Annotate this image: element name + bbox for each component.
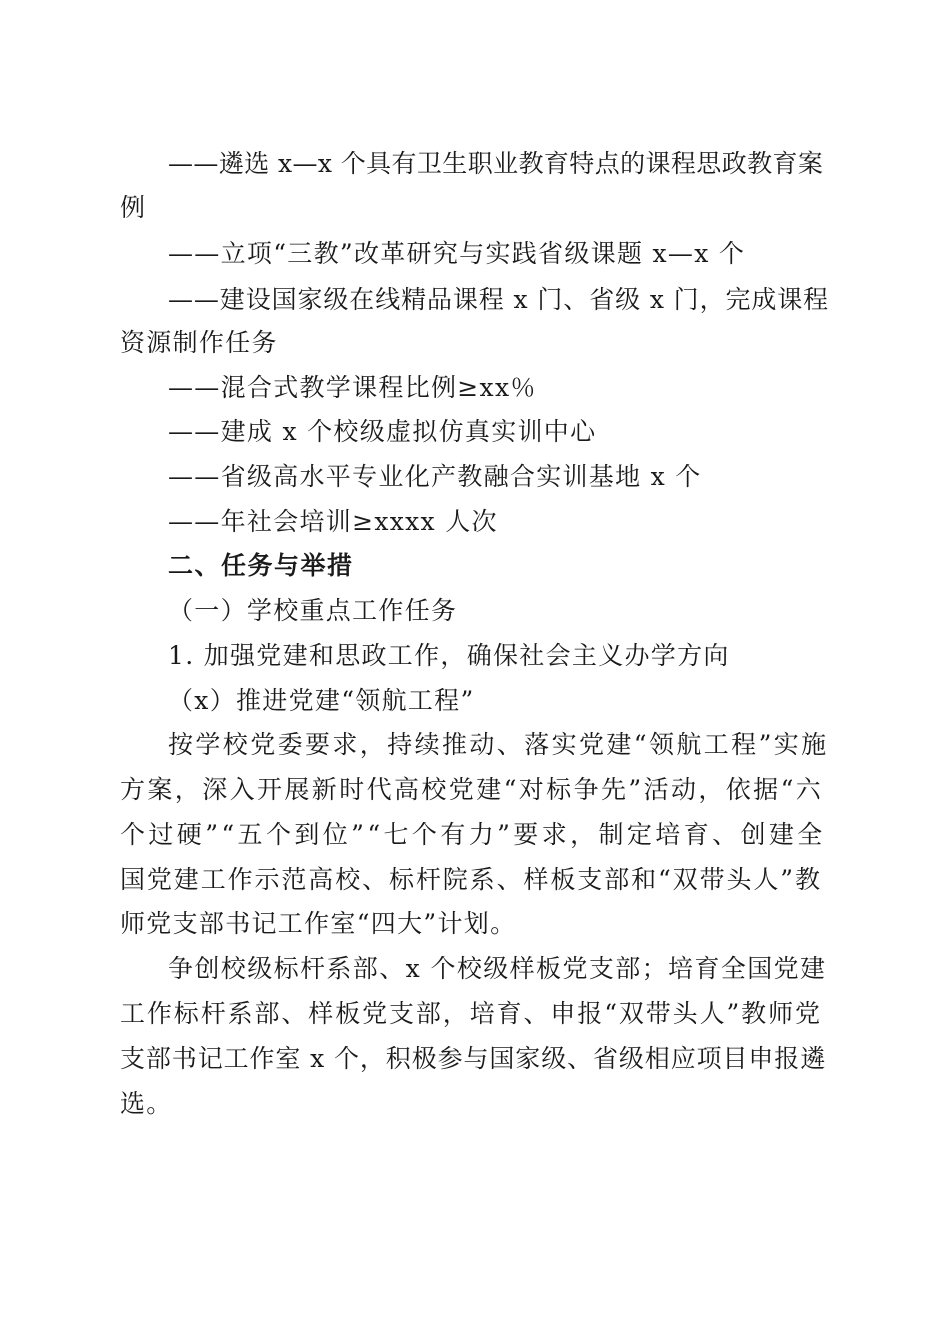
paragraph-2-line-4: 选。 xyxy=(120,1089,173,1118)
paragraph-2-line-2: 工作标杆系部、样板党支部，培育、申报“双带头人”教师党 xyxy=(120,999,822,1028)
target-line-course-cases: ——遴选 x—x 个具有卫生职业教育特点的课程思政教育案 xyxy=(168,149,824,178)
target-line-training-bases: ——省级高水平专业化产教融合实训基地 x 个 xyxy=(168,462,702,491)
subsection-heading: （一）学校重点工作任务 xyxy=(168,596,458,625)
paragraph-1-line-1: 按学校党委要求，持续推动、落实党建“领航工程”实施 xyxy=(168,730,829,759)
paragraph-1-line-5: 师党支部书记工作室“四大”计划。 xyxy=(120,909,517,938)
target-line-course-cases-cont: 例 xyxy=(120,193,147,222)
target-line-online-courses: ——建设国家级在线精品课程 x 门、省级 x 门，完成课程 xyxy=(168,285,830,314)
subitem-heading: （x）推进党建“领航工程” xyxy=(168,686,475,715)
target-line-virtual-centers: ——建成 x 个校级虚拟仿真实训中心 xyxy=(168,417,597,446)
target-line-blended-ratio: ——混合式教学课程比例≥xx％ xyxy=(168,373,537,402)
paragraph-1-line-4: 国党建工作示范高校、标杆院系、样板支部和“双带头人”教 xyxy=(120,865,822,894)
section-heading: 二、任务与举措 xyxy=(168,551,354,580)
paragraph-2-line-1: 争创校级标杆系部、x 个校级样板党支部；培育全国党建 xyxy=(168,954,827,983)
paragraph-2-line-3: 支部书记工作室 x 个，积极参与国家级、省级相应项目申报遴 xyxy=(120,1044,827,1073)
target-line-social-training: ——年社会培训≥xxxx 人次 xyxy=(168,507,498,536)
item-heading: 1. 加强党建和思政工作，确保社会主义办学方向 xyxy=(168,641,730,670)
paragraph-1-line-2: 方案，深入开展新时代高校党建“对标争先”活动，依据“六 xyxy=(120,775,824,804)
target-line-online-courses-cont: 资源制作任务 xyxy=(120,328,278,357)
paragraph-1-line-3: 个过硬”“五个到位”“七个有力”要求，制定培育、创建全 xyxy=(120,820,826,849)
target-line-research-projects: ——立项“三教”改革研究与实践省级课题 x—x 个 xyxy=(168,239,746,268)
